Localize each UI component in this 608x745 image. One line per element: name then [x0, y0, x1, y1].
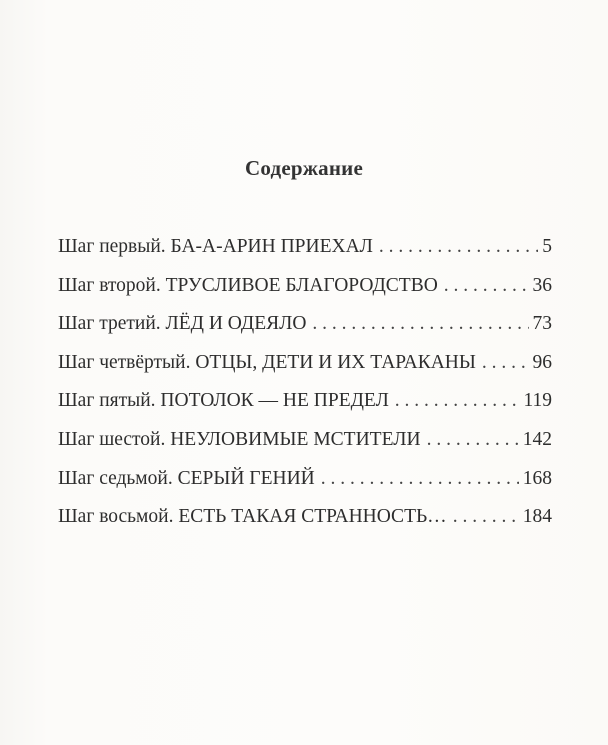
toc-entry-6	[58, 429, 552, 468]
toc-entry-label: Шаг четвёртый. ОТЦЫ, ДЕТИ И ИХ ТАРАКАНЫ	[58, 351, 476, 373]
toc-entry-3	[58, 313, 552, 352]
toc-entry-5	[58, 390, 552, 429]
toc-entry-label: Шаг восьмой. ЕСТЬ ТАКАЯ СТРАННОСТЬ…	[58, 506, 447, 528]
toc-entry-page: 5	[542, 236, 552, 257]
toc-entry-label: Шаг пятый. ПОТОЛОК — НЕ ПРЕДЕЛ	[58, 390, 389, 412]
toc-entry-8	[58, 506, 552, 545]
dot-leader	[482, 352, 529, 374]
toc-entry-label: Шаг седьмой. СЕРЫЙ ГЕНИЙ	[58, 467, 315, 489]
toc-entry-page: 96	[532, 351, 552, 373]
dot-leader	[312, 313, 528, 335]
toc-entry-2	[58, 275, 552, 314]
toc-entry-label: Шаг шестой. НЕУЛОВИМЫЕ МСТИТЕЛИ	[58, 428, 421, 450]
toc-entry-page: 36	[532, 274, 552, 296]
toc-entry-page: 73	[532, 313, 552, 335]
dot-leader	[321, 468, 519, 490]
dot-leader	[395, 390, 520, 412]
dot-leader	[444, 275, 529, 297]
dot-leader	[379, 236, 538, 258]
toc-entry-4	[58, 352, 552, 391]
dot-leader	[453, 506, 519, 528]
toc-entry-label: Шаг первый. БА-А-АРИН ПРИЕХАЛ	[58, 236, 373, 257]
toc-entry-page: 119	[523, 390, 552, 412]
page-title: Содержание	[245, 156, 363, 180]
toc-entry-page: 184	[522, 506, 552, 528]
toc-entry-label: Шаг третий. ЛЁД И ОДЕЯЛО	[58, 313, 307, 335]
toc-entry-page: 168	[522, 467, 552, 489]
toc-entry-1	[58, 236, 552, 275]
toc-entry-7	[58, 468, 552, 507]
toc-entry-page: 142	[522, 428, 552, 450]
table-of-contents	[58, 236, 552, 545]
toc-entry-label: Шаг второй. ТРУСЛИВОЕ БЛАГОРОДСТВО	[58, 274, 438, 296]
dot-leader	[427, 429, 519, 451]
